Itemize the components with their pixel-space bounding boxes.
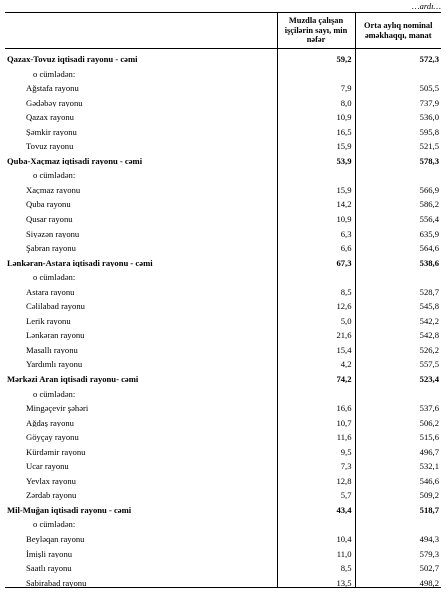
district-row xyxy=(5,354,441,369)
header-workers: Muzdla çalışan işçilərin sayı, min nəfər xyxy=(277,13,355,49)
row-name: Qusar rayonu xyxy=(26,213,73,224)
row-name: Saatlı rayonu xyxy=(26,563,72,573)
district-row xyxy=(5,413,441,428)
wage-cell: 506,2 xyxy=(355,413,441,428)
district-row xyxy=(5,340,441,355)
row-name: Şabran rayonu xyxy=(26,243,76,253)
district-row xyxy=(5,427,441,442)
region-total-row xyxy=(5,49,441,64)
district-row xyxy=(5,122,441,137)
workers-cell: 6,6 xyxy=(277,238,355,253)
district-row xyxy=(5,78,441,93)
row-name: Gədəbəy rayonu xyxy=(26,97,83,108)
row-name: Göyçay rayonu xyxy=(26,432,79,442)
row-name: Mil-Muğan iqtisadi rayonu - cəmi xyxy=(7,504,132,515)
continued-label: …ardı… xyxy=(412,1,441,11)
workers-cell: 43,4 xyxy=(277,500,355,515)
row-name: Astara rayonu xyxy=(26,286,75,297)
workers-cell: 8,0 xyxy=(277,93,355,108)
subheading-row xyxy=(5,384,441,399)
wage-cell: 557,5 xyxy=(355,354,441,369)
wage-cell: 526,2 xyxy=(355,340,441,355)
row-name: Yevlax rayonu xyxy=(26,475,76,486)
wage-cell: 579,3 xyxy=(355,544,441,559)
district-row xyxy=(5,194,441,209)
row-name: Lerik rayonu xyxy=(26,315,71,326)
subheading-row xyxy=(5,165,441,180)
workers-cell: 12,8 xyxy=(277,471,355,486)
district-row xyxy=(5,456,441,471)
wage-cell: 537,6 xyxy=(355,398,441,413)
row-name: Şəmkir rayonu xyxy=(26,126,77,137)
workers-cell: 6,3 xyxy=(277,224,355,239)
workers-cell: 67,3 xyxy=(277,253,355,268)
workers-cell: 10,4 xyxy=(277,529,355,544)
wage-cell: 566,9 xyxy=(355,180,441,195)
row-name: Tovuz rayonu xyxy=(26,141,74,151)
district-row xyxy=(5,485,441,500)
row-name: Cəlilabad rayonu xyxy=(26,301,85,311)
workers-cell xyxy=(277,267,355,282)
row-name: o cümlədən: xyxy=(33,272,76,282)
wage-cell: 502,7 xyxy=(355,558,441,573)
district-row xyxy=(5,544,441,559)
row-name: o cümlədən: xyxy=(33,68,76,79)
workers-cell: 11,6 xyxy=(277,427,355,442)
wage-cell: 538,6 xyxy=(355,253,441,268)
workers-cell: 53,9 xyxy=(277,151,355,166)
row-name: Lənkəran rayonu xyxy=(26,330,85,340)
district-row xyxy=(5,93,441,108)
header-wage: Orta aylıq nominal əməkhaqqı, manat xyxy=(355,13,441,49)
row-name: Xaçmaz rayonu xyxy=(26,184,81,195)
row-name: Mərkəzi Aran iqtisadi rayonu- cəmi xyxy=(7,373,139,384)
wage-cell: 546,6 xyxy=(355,471,441,486)
wage-cell: 536,0 xyxy=(355,107,441,122)
row-name: Masallı rayonu xyxy=(26,344,78,355)
table-header xyxy=(5,13,441,49)
table-body xyxy=(5,49,441,588)
row-name: o cümlədən: xyxy=(33,519,76,530)
wage-cell: 505,5 xyxy=(355,78,441,93)
row-name: İmişli rayonu xyxy=(26,548,73,559)
row-name: Zərdab rayonu xyxy=(26,490,77,500)
wage-cell: 498,2 xyxy=(355,573,441,588)
district-row xyxy=(5,224,441,239)
wage-cell: 532,1 xyxy=(355,456,441,471)
row-name: Lənkəran-Astara iqtisadi rayonu - cəmi xyxy=(7,257,153,268)
workers-cell: 7,3 xyxy=(277,456,355,471)
district-row xyxy=(5,238,441,253)
wage-cell: 564,6 xyxy=(355,238,441,253)
wage-cell: 528,7 xyxy=(355,282,441,297)
district-row xyxy=(5,311,441,326)
row-name: Quba-Xaçmaz iqtisadi rayonu - cəmi xyxy=(7,155,143,166)
row-name: Kürdəmir rayonu xyxy=(26,446,86,457)
region-total-row xyxy=(5,151,441,166)
wage-cell xyxy=(355,515,441,530)
workers-cell: 16,5 xyxy=(277,122,355,137)
row-name: o cümlədən: xyxy=(33,388,76,399)
wage-cell: 545,8 xyxy=(355,296,441,311)
workers-cell: 10,7 xyxy=(277,413,355,428)
workers-cell: 10,9 xyxy=(277,107,355,122)
workers-cell: 15,9 xyxy=(277,136,355,151)
wage-cell: 635,9 xyxy=(355,224,441,239)
wage-cell xyxy=(355,267,441,282)
row-name: Sabirabad rayonu xyxy=(5,573,277,588)
wage-cell: 572,3 xyxy=(355,49,441,64)
statistics-table xyxy=(5,12,441,588)
row-name: Siyəzən rayonu xyxy=(26,228,80,239)
wage-cell: 521,5 xyxy=(355,136,441,151)
district-row xyxy=(5,136,441,151)
district-row xyxy=(5,398,441,413)
district-row xyxy=(5,180,441,195)
district-row xyxy=(5,529,441,544)
workers-cell: 11,0 xyxy=(277,544,355,559)
header-region xyxy=(5,13,277,49)
subheading-row xyxy=(5,267,441,282)
workers-cell: 59,2 xyxy=(277,49,355,64)
workers-cell xyxy=(277,384,355,399)
row-name: Ağstafa rayonu xyxy=(26,83,79,93)
wage-cell: 586,2 xyxy=(355,194,441,209)
row-name: Ağdaş rayonu xyxy=(26,417,74,428)
region-total-row xyxy=(5,369,441,384)
district-row xyxy=(5,471,441,486)
subheading-row xyxy=(5,515,441,530)
workers-cell: 5,7 xyxy=(277,485,355,500)
wage-cell: 523,4 xyxy=(355,369,441,384)
wage-cell xyxy=(355,64,441,79)
district-row xyxy=(5,325,441,340)
wage-cell: 595,8 xyxy=(355,122,441,137)
wage-cell: 518,7 xyxy=(355,500,441,515)
row-name: o cümlədən: xyxy=(33,170,76,180)
workers-cell: 7,9 xyxy=(277,78,355,93)
row-name: Qazax rayonu xyxy=(26,112,74,122)
row-name: Mingəçevir şəhəri xyxy=(26,403,89,413)
wage-cell: 542,8 xyxy=(355,325,441,340)
workers-cell xyxy=(277,515,355,530)
workers-cell: 8,5 xyxy=(277,558,355,573)
workers-cell: 8,5 xyxy=(277,282,355,297)
district-row xyxy=(5,282,441,297)
district-row xyxy=(5,573,441,588)
district-row xyxy=(5,209,441,224)
workers-cell: 74,2 xyxy=(277,369,355,384)
wage-cell: 578,3 xyxy=(355,151,441,166)
wage-cell: 556,4 xyxy=(355,209,441,224)
wage-cell: 496,7 xyxy=(355,442,441,457)
wage-cell: 494,3 xyxy=(355,529,441,544)
wage-cell: 509,2 xyxy=(355,485,441,500)
region-total-row xyxy=(5,500,441,515)
workers-cell: 12,6 xyxy=(277,296,355,311)
workers-cell xyxy=(277,165,355,180)
workers-cell: 9,5 xyxy=(277,442,355,457)
wage-cell: 515,6 xyxy=(355,427,441,442)
workers-cell: 10,9 xyxy=(277,209,355,224)
wage-cell xyxy=(355,384,441,399)
workers-cell: 15,4 xyxy=(277,340,355,355)
district-row xyxy=(5,442,441,457)
subheading-row xyxy=(5,64,441,79)
workers-cell: 13,5 xyxy=(277,573,355,588)
wage-cell: 542,2 xyxy=(355,311,441,326)
row-name: Yardımlı rayonu xyxy=(26,359,83,370)
wage-cell xyxy=(355,165,441,180)
district-row xyxy=(5,107,441,122)
workers-cell: 5,0 xyxy=(277,311,355,326)
workers-cell: 15,9 xyxy=(277,180,355,195)
row-name: Quba rayonu xyxy=(26,199,71,210)
workers-cell: 16,6 xyxy=(277,398,355,413)
row-name: Qazax-Tovuz iqtisadi rayonu - cəmi xyxy=(7,53,138,64)
row-name: Ucar rayonu xyxy=(26,461,69,471)
district-row xyxy=(5,296,441,311)
district-row xyxy=(5,558,441,573)
wage-cell: 737,9 xyxy=(355,93,441,108)
region-total-row xyxy=(5,253,441,268)
row-name: Beyləqan rayonu xyxy=(26,534,85,544)
workers-cell: 21,6 xyxy=(277,325,355,340)
workers-cell: 4,2 xyxy=(277,354,355,369)
workers-cell xyxy=(277,64,355,79)
workers-cell: 14,2 xyxy=(277,194,355,209)
